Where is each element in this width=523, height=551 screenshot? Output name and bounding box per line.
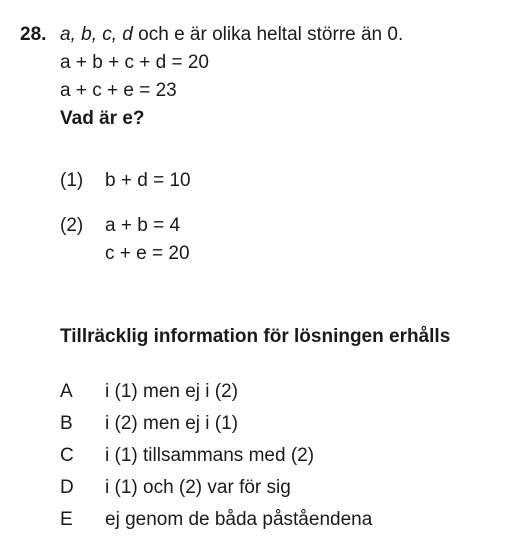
option-letter: E (60, 509, 73, 530)
option-letter: B (60, 413, 73, 434)
option-letter: C (60, 445, 74, 466)
statement-line: c + e = 20 (105, 243, 190, 264)
intro-variables: a, b, c, d (60, 24, 133, 45)
option-text: i (1) men ej i (2) (105, 381, 239, 402)
equation-1: a + b + c + d = 20 (60, 52, 209, 73)
statement-label: (1) (60, 170, 84, 191)
statement-line: a + b = 4 (105, 215, 181, 236)
intro-rest: och e är olika heltal större än 0. (132, 24, 404, 45)
option-text: i (1) och (2) var för sig (105, 477, 291, 498)
option-text: i (1) tillsammans med (2) (105, 445, 315, 466)
statement-line: b + d = 10 (105, 170, 191, 191)
question-intro (60, 25, 403, 44)
option-text: ej genom de båda påståendena (105, 509, 373, 530)
option-text: i (2) men ej i (1) (105, 413, 239, 434)
equation-2: a + c + e = 23 (60, 80, 177, 101)
option-letter: D (60, 477, 74, 498)
sufficiency-heading: Tillräcklig information för lösningen erhålls (60, 326, 451, 347)
question-prompt: Vad är e? (60, 108, 145, 129)
statement-label: (2) (60, 215, 84, 236)
question-number: 28. (20, 24, 47, 45)
option-letter: A (60, 381, 73, 402)
